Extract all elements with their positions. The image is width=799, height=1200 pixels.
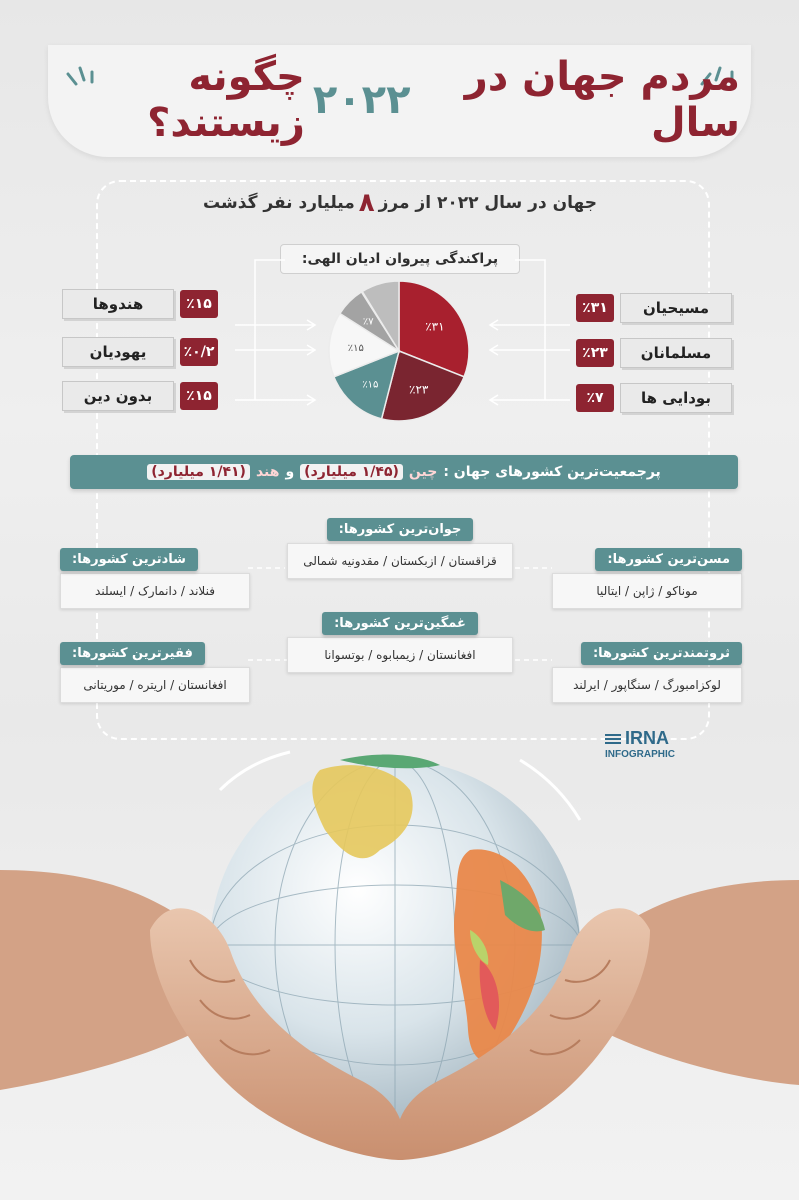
title-part2: چگونه زیستند؟: [147, 54, 305, 146]
religions-title: پراکندگی پیروان ادیان الهی:: [280, 244, 520, 274]
card-head: شادترین کشورها:: [60, 548, 198, 571]
population-subtitle: [200, 188, 600, 218]
card-body: قزاقستان / ازبکستان / مقدونیه شمالی: [287, 543, 513, 579]
religion-name: بدون دین: [62, 381, 174, 411]
main-title: [60, 54, 740, 146]
subtitle-suffix: میلیارد نفر گذشت: [203, 193, 355, 213]
pie-slice-label: ٪۱۵: [362, 379, 379, 391]
globe-in-hands-illustration: [0, 730, 799, 1200]
religion-hindus: [62, 288, 218, 320]
card-body: فنلاند / دانمارک / ایسلند: [60, 573, 250, 609]
religion-name: مسلمانان: [620, 338, 732, 368]
religion-name: مسیحیان: [620, 293, 732, 323]
religion-buddhists: [576, 382, 732, 414]
card-youngest-countries: [287, 518, 513, 579]
subtitle-number: ۸: [358, 188, 375, 218]
logo-brand: IRNA: [625, 728, 669, 748]
religion-pct: ٪۷: [576, 384, 614, 412]
populous-and: و: [285, 464, 295, 480]
pie-slice-label: ٪۳۱: [425, 319, 445, 334]
populous-label: پرجمعیت‌ترین کشورهای جهان :: [443, 464, 661, 480]
religion-pct: ٪۱۵: [180, 382, 218, 410]
populous-countries-banner: [70, 455, 738, 489]
card-happiest-countries: [60, 548, 250, 609]
religion-name: بودایی ها: [620, 383, 732, 413]
title-part1: مردم جهان در سال: [464, 54, 740, 146]
card-body: افغانستان / اریتره / موریتانی: [60, 667, 250, 703]
populous-china: چین: [408, 464, 438, 480]
religion-muslims: [576, 337, 732, 369]
card-richest-countries: [552, 642, 742, 703]
card-oldest-countries: [552, 548, 742, 609]
pie-slice-label: ٪۱۵: [347, 342, 364, 354]
logo-sub: INFOGRAPHIC: [605, 749, 675, 760]
pie-slice-label: ٪۲۳: [409, 382, 429, 397]
religions-pie-chart: [328, 280, 470, 422]
religion-pct: ٪۲۳: [576, 339, 614, 367]
religion-name: یهودیان: [62, 337, 174, 367]
pie-slice-label: ٪۷: [362, 316, 374, 328]
religion-jews: [62, 336, 218, 368]
card-body: لوکزامبورگ / سنگاپور / ایرلند: [552, 667, 742, 703]
card-saddest-countries: [287, 612, 513, 673]
religion-pct: ٪۰/۲: [180, 338, 218, 366]
card-head: جوان‌ترین کشورها:: [327, 518, 474, 541]
card-head: غمگین‌ترین کشورها:: [322, 612, 478, 635]
card-poorest-countries: [60, 642, 250, 703]
card-head: ثروتمندترین کشورها:: [581, 642, 742, 665]
card-head: مسن‌ترین کشورها:: [595, 548, 742, 571]
title-year: ۲۰۲۲: [312, 77, 411, 123]
religion-pct: ٪۱۵: [180, 290, 218, 318]
card-head: فقیرترین کشورها:: [60, 642, 205, 665]
populous-india: هند: [255, 464, 280, 480]
religion-name: هندوها: [62, 289, 174, 319]
populous-india-value: (۱/۴۱ میلیارد): [147, 464, 250, 480]
religion-nonreligious: [62, 380, 218, 412]
religion-christians: [576, 292, 732, 324]
card-body: افغانستان / زیمبابوه / بوتسوانا: [287, 637, 513, 673]
populous-china-value: (۱/۴۵ میلیارد): [300, 464, 403, 480]
subtitle-prefix: جهان در سال ۲۰۲۲ از مرز: [378, 193, 597, 213]
card-body: موناکو / ژاپن / ایتالیا: [552, 573, 742, 609]
religion-pct: ٪۳۱: [576, 294, 614, 322]
